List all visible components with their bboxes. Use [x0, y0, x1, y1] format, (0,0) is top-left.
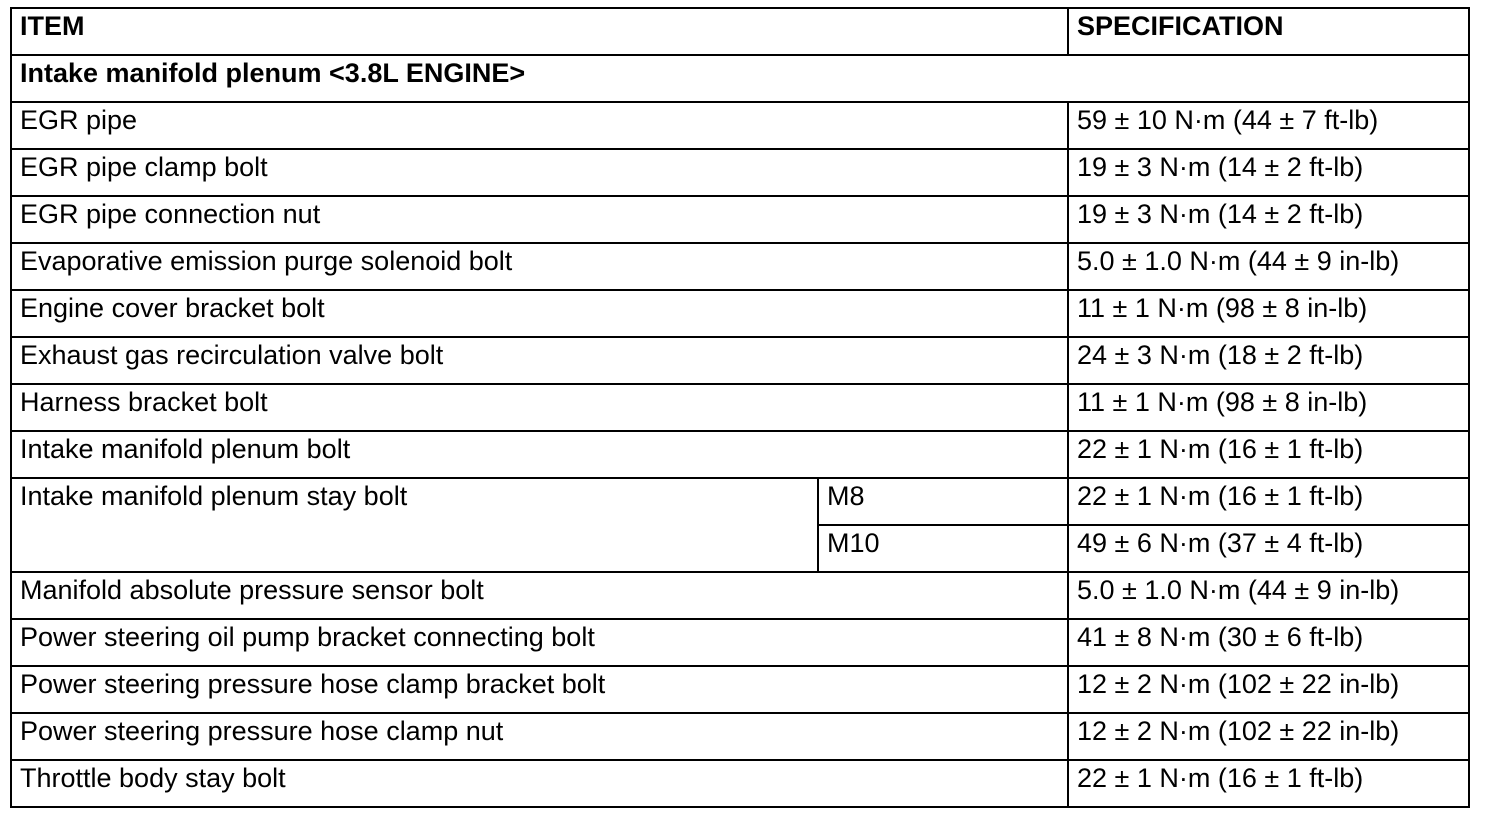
table-row — [11, 102, 1469, 149]
spec-cell: 5.0 ± 1.0 N·m (44 ± 9 in-lb) — [1068, 243, 1469, 290]
section-title: Intake manifold plenum <3.8L ENGINE> — [11, 55, 1469, 102]
item-cell: Power steering oil pump bracket connecting bolt — [11, 619, 1068, 666]
item-cell: Intake manifold plenum bolt — [11, 431, 1068, 478]
item-cell: EGR pipe connection nut — [11, 196, 1068, 243]
table-row — [11, 431, 1469, 478]
item-cell: Power steering pressure hose clamp bracket bolt — [11, 666, 1068, 713]
table-row — [11, 337, 1469, 384]
table-header-row — [11, 8, 1469, 55]
table-row — [11, 196, 1469, 243]
item-cell: Engine cover bracket bolt — [11, 290, 1068, 337]
table-row — [11, 478, 1469, 525]
table-row — [11, 713, 1469, 760]
torque-specification-table — [10, 7, 1470, 808]
spec-cell: 22 ± 1 N·m (16 ± 1 ft-lb) — [1068, 760, 1469, 807]
table-row — [11, 666, 1469, 713]
spec-cell: 11 ± 1 N·m (98 ± 8 in-lb) — [1068, 290, 1469, 337]
size-cell: M8 — [818, 478, 1068, 525]
item-cell: Evaporative emission purge solenoid bolt — [11, 243, 1068, 290]
spec-cell: 41 ± 8 N·m (30 ± 6 ft-lb) — [1068, 619, 1469, 666]
item-cell: EGR pipe — [11, 102, 1068, 149]
item-cell: Manifold absolute pressure sensor bolt — [11, 572, 1068, 619]
table-row — [11, 572, 1469, 619]
item-cell: Harness bracket bolt — [11, 384, 1068, 431]
specification-column-header: SPECIFICATION — [1068, 8, 1469, 55]
spec-cell: 11 ± 1 N·m (98 ± 8 in-lb) — [1068, 384, 1469, 431]
item-column-header: ITEM — [11, 8, 1068, 55]
spec-cell: 19 ± 3 N·m (14 ± 2 ft-lb) — [1068, 149, 1469, 196]
spec-cell: 59 ± 10 N·m (44 ± 7 ft-lb) — [1068, 102, 1469, 149]
table-row — [11, 619, 1469, 666]
item-cell: Exhaust gas recirculation valve bolt — [11, 337, 1068, 384]
item-cell: EGR pipe clamp bolt — [11, 149, 1068, 196]
spec-cell: 22 ± 1 N·m (16 ± 1 ft-lb) — [1068, 431, 1469, 478]
item-cell: Intake manifold plenum stay bolt — [11, 478, 818, 572]
spec-cell: 19 ± 3 N·m (14 ± 2 ft-lb) — [1068, 196, 1469, 243]
item-cell: Throttle body stay bolt — [11, 760, 1068, 807]
spec-cell: 12 ± 2 N·m (102 ± 22 in-lb) — [1068, 666, 1469, 713]
item-cell: Power steering pressure hose clamp nut — [11, 713, 1068, 760]
table-row — [11, 149, 1469, 196]
spec-cell: 12 ± 2 N·m (102 ± 22 in-lb) — [1068, 713, 1469, 760]
table-row — [11, 384, 1469, 431]
spec-cell: 49 ± 6 N·m (37 ± 4 ft-lb) — [1068, 525, 1469, 572]
spec-cell: 5.0 ± 1.0 N·m (44 ± 9 in-lb) — [1068, 572, 1469, 619]
table-row — [11, 760, 1469, 807]
section-header-row — [11, 55, 1469, 102]
size-cell: M10 — [818, 525, 1068, 572]
spec-cell: 24 ± 3 N·m (18 ± 2 ft-lb) — [1068, 337, 1469, 384]
table-row — [11, 290, 1469, 337]
spec-cell: 22 ± 1 N·m (16 ± 1 ft-lb) — [1068, 478, 1469, 525]
table-row — [11, 243, 1469, 290]
